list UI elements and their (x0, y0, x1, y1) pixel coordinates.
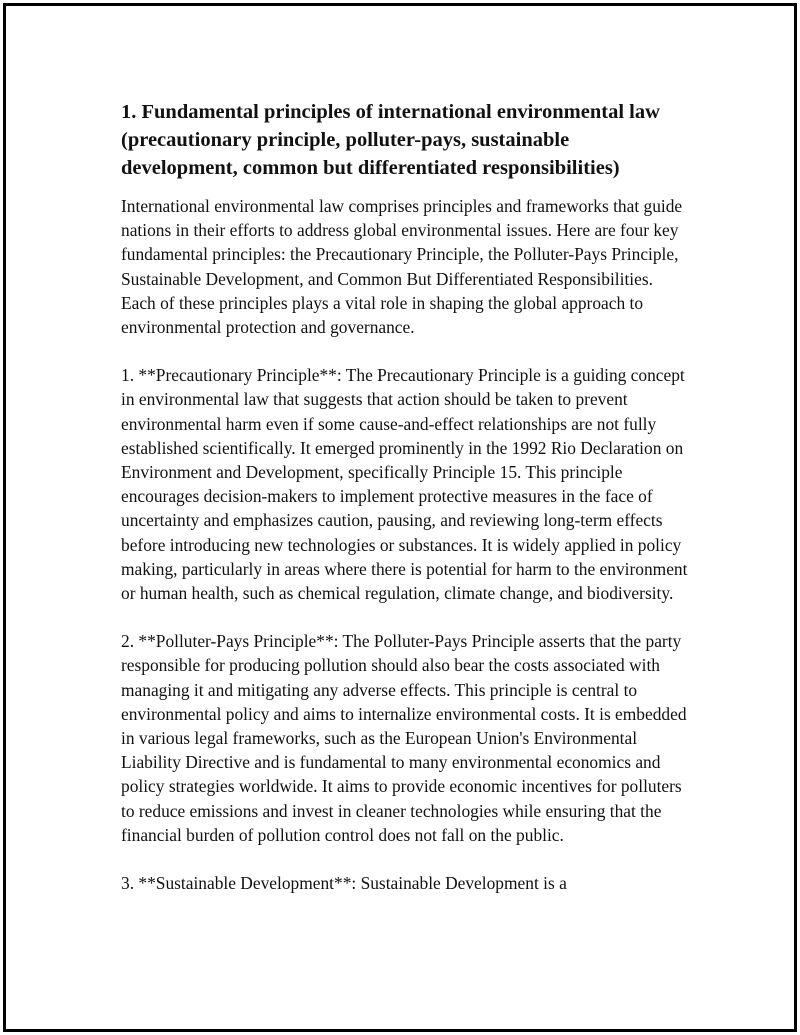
document-heading: 1. Fundamental principles of international environmental law (precautionary principle, polluter-pays, sustainable development, common but differentiated responsibilities) (121, 101, 660, 179)
document-body (121, 98, 691, 919)
sustainable-development-paragraph: 3. **Sustainable Development**: Sustainable Development is a (121, 873, 567, 894)
intro-paragraph: International environmental law comprises principles and frameworks that guide nations in their efforts to address global environmental issues. Here are four key fundamental principles: the Precautionary Principle, the Polluter-Pays Principle, Sustainable Development, and Common But Differentiated Responsibilities. Each of these principles plays a vital role in shaping the global approach to environmental protection and governance. (121, 196, 683, 338)
polluter-pays-paragraph: 2. **Polluter-Pays Principle**: The Polluter-Pays Principle asserts that the party responsible for producing pollution should also bear the costs associated with managing it and mitigating any adverse effects. This principle is central to environmental policy and aims to internalize environmental costs. It is embedded in various legal frameworks, such as the European Union's Environmental Liability Directive and is fundamental to many environmental economics and policy strategies worldwide. It aims to provide economic incentives for polluters to reduce emissions and invest in cleaner technologies while ensuring that the financial burden of pollution control does not fall on the public. (121, 631, 687, 845)
precautionary-principle-paragraph: 1. **Precautionary Principle**: The Precautionary Principle is a guiding concept in environmental law that suggests that action should be taken to prevent environmental harm even if some cause-and-effect relationships are not fully established scientifically. It emerged prominently in the 1992 Rio Declaration on Environment and Development, specifically Principle 15. This principle encourages decision-makers to implement protective measures in the face of uncertainty and emphasizes caution, pausing, and reviewing long-term effects before introducing new technologies or substances. It is widely applied in policy making, particularly in areas where there is potential for harm to the environment or human health, such as chemical regulation, climate change, and biodiversity. (121, 365, 688, 604)
page-frame (3, 3, 797, 1032)
